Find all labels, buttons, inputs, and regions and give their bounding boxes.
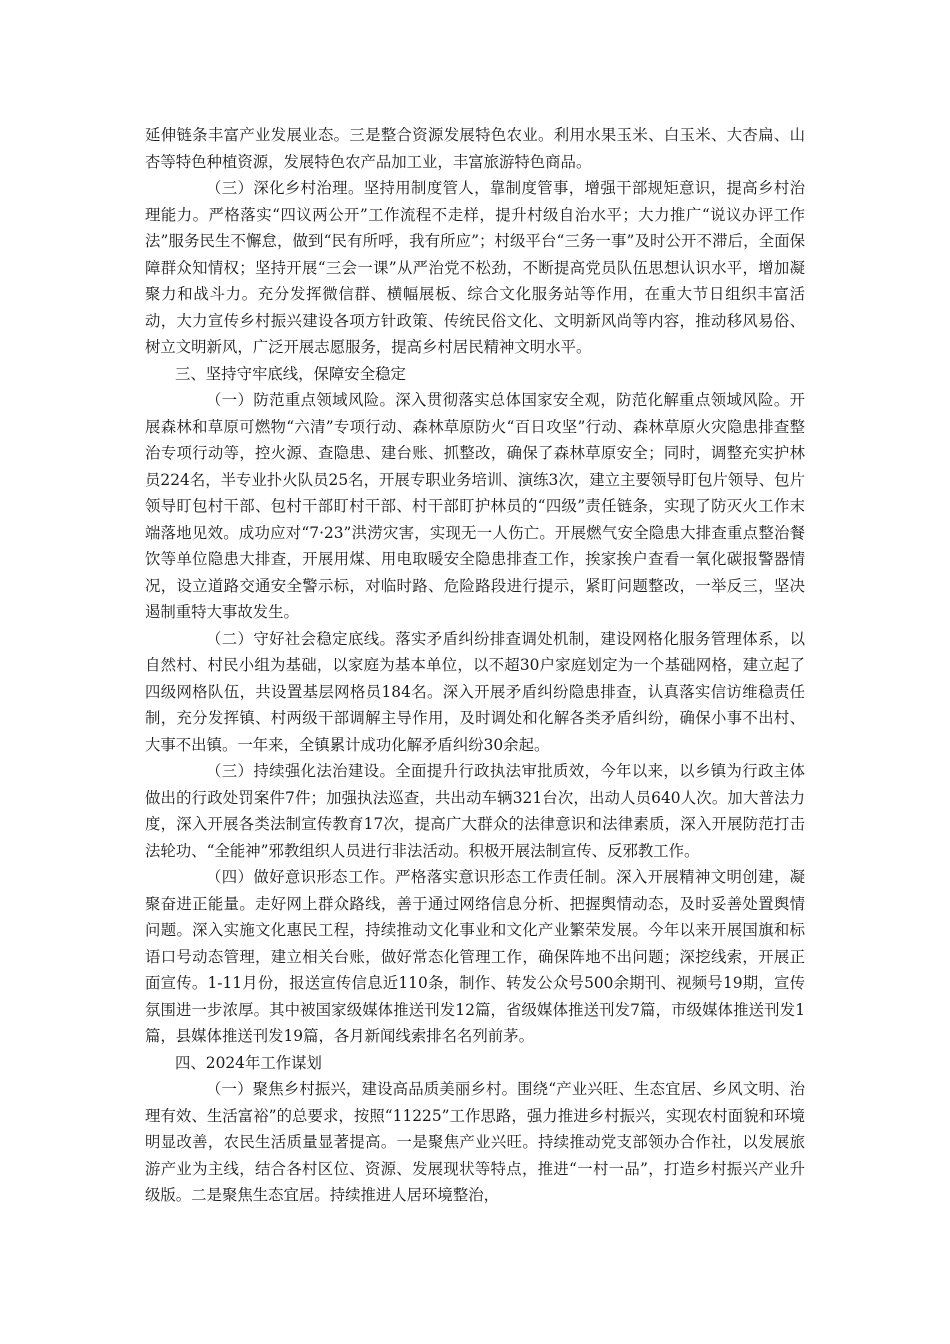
paragraph-risk-prevention: （一）防范重点领域风险。深入贯彻落实总体国家安全观，防范化解重点领域风险。开展森林和草原可燃物“六清”专项行动、森林草原防火“百日攻坚”行动、森林草原火灾隐患排查整治专项行动等，控火源、查隐患、建台账、抓整改，确保了森林草原安全；同时，调整充实护林员224名，半专业扑火队员25名，开展专职业务培训、演练3次，建立主要领导盯包片领导、包片领导盯包村干部、包村干部盯村干部、村干部盯护林员的“四级”责任链条，实现了防灭火工作末端落地见效。成功应对“7·23”洪涝灾害，实现无一人伤亡。开展燃气安全隐患大排查重点整治餐饮等单位隐患大排查，开展用煤、用电取暖安全隐患排查工作，挨家挨户查看一氧化碳报警器情况，设立道路交通安全警示标，对临时路、危险路段进行提示，紧盯问题整改，一举反三，坚决遏制重特大事故发生。 (145, 391, 805, 621)
paragraph-rule-of-law: （三）持续强化法治建设。全面提升行政执法审批质效，今年以来，以乡镇为行政主体做出的行政处罚案件7件；加强执法巡查，共出动车辆321台次，出动人员640人次。加大普法力度，深入开展各类法制宣传教育17次，提高广大群众的法律意识和法律素质，深入开展防范打击法轮功、“全能神”邪教组织人员进行非法活动。积极开展法制宣传、反邪教工作。 (145, 762, 805, 860)
section-heading-safety: 三、坚持守牢底线，保障安全稳定 (175, 364, 406, 383)
paragraph-social-stability: （二）守好社会稳定底线。落实矛盾纠纷排查调处机制，建设网格化服务管理体系，以自然村、村民小组为基础，以家庭为基本单位，以不超30户家庭划定为一个基础网格，建立起了四级网格队伍，共设置基层网格员184名。深入开展矛盾纠纷隐患排查，认真落实信访维稳责任制，充分发挥镇、村两级干部调解主导作用，及时调处和化解各类矛盾纠纷，确保小事不出村、大事不出镇。一年来，全镇累计成功化解矛盾纠纷30余起。 (145, 629, 805, 754)
paragraph-rural-governance: （三）深化乡村治理。坚持用制度管人，靠制度管事，增强干部规矩意识，提高乡村治理能力。严格落实“四议两公开”工作流程不走样，提升村级自治水平；大力推广“说议办评工作法”服务民生不懈怠，做到“民有所呼，我有所应”；村级平台“三务一事”及时公开不滞后，全面保障群众知情权；坚持开展“三会一课”从严治党不松劲，不断提高党员队伍思想认识水平，增加凝聚力和战斗力。充分发挥微信群、横幅展板、综合文化服务站等作用，在重大节日组织丰富活动，大力宣传乡村振兴建设各项方针政策、传统民俗文化、文明新风尚等内容，推动移风易俗、树立文明新风，广泛开展志愿服务，提高乡村居民精神文明水平。 (145, 179, 805, 356)
paragraph-rural-revitalization: （一）聚焦乡村振兴，建设高品质美丽乡村。围绕“产业兴旺、生态宜居、乡风文明、治理有效、生活富裕”的总要求，按照“11225”工作思路，强力推进乡村振兴，实现农村面貌和环境明显改善，农民生活质量显著提高。一是聚焦产业兴旺。持续推动党支部领办合作社，以发展旅游产业为主线，结合各村区位、资源、发展现状等特点，推进“一村一品”，打造乡村振兴产业升级版。二是聚焦生态宜居。持续推进人居环境整治， (145, 1080, 805, 1204)
paragraph-industry-continued: 延伸链条丰富产业发展业态。三是整合资源发展特色农业。利用水果玉米、白玉米、大杏扁、山杏等特色种植资源，发展特色农产品加工业，丰富旅游特色商品。 (145, 126, 805, 171)
section-heading-2024-plan: 四、2024年工作谋划 (175, 1053, 322, 1072)
document-body (145, 122, 805, 1209)
paragraph-ideology-work: （四）做好意识形态工作。严格落实意识形态工作责任制。深入开展精神文明创建，凝聚奋进正能量。走好网上群众路线，善于通过网络信息分析、把握舆情动态，及时妥善处置舆情问题。深入实施文化惠民工程，持续推动文化事业和文化产业繁荣发展。今年以来开展国旗和标语口号动态管理，建立相关台账，做好常态化管理工作，确保阵地不出问题；深挖线索，开展正面宣传。1-11月份，报送宣传信息近110条，制作、转发公众号500余期刊、视频号19期，宣传氛围进一步浓厚。其中被国家级媒体推送刊发12篇，省级媒体推送刊发7篇，市级媒体推送刊发1篇，县媒体推送刊发19篇，各月新闻线索排名名列前茅。 (145, 868, 805, 1045)
